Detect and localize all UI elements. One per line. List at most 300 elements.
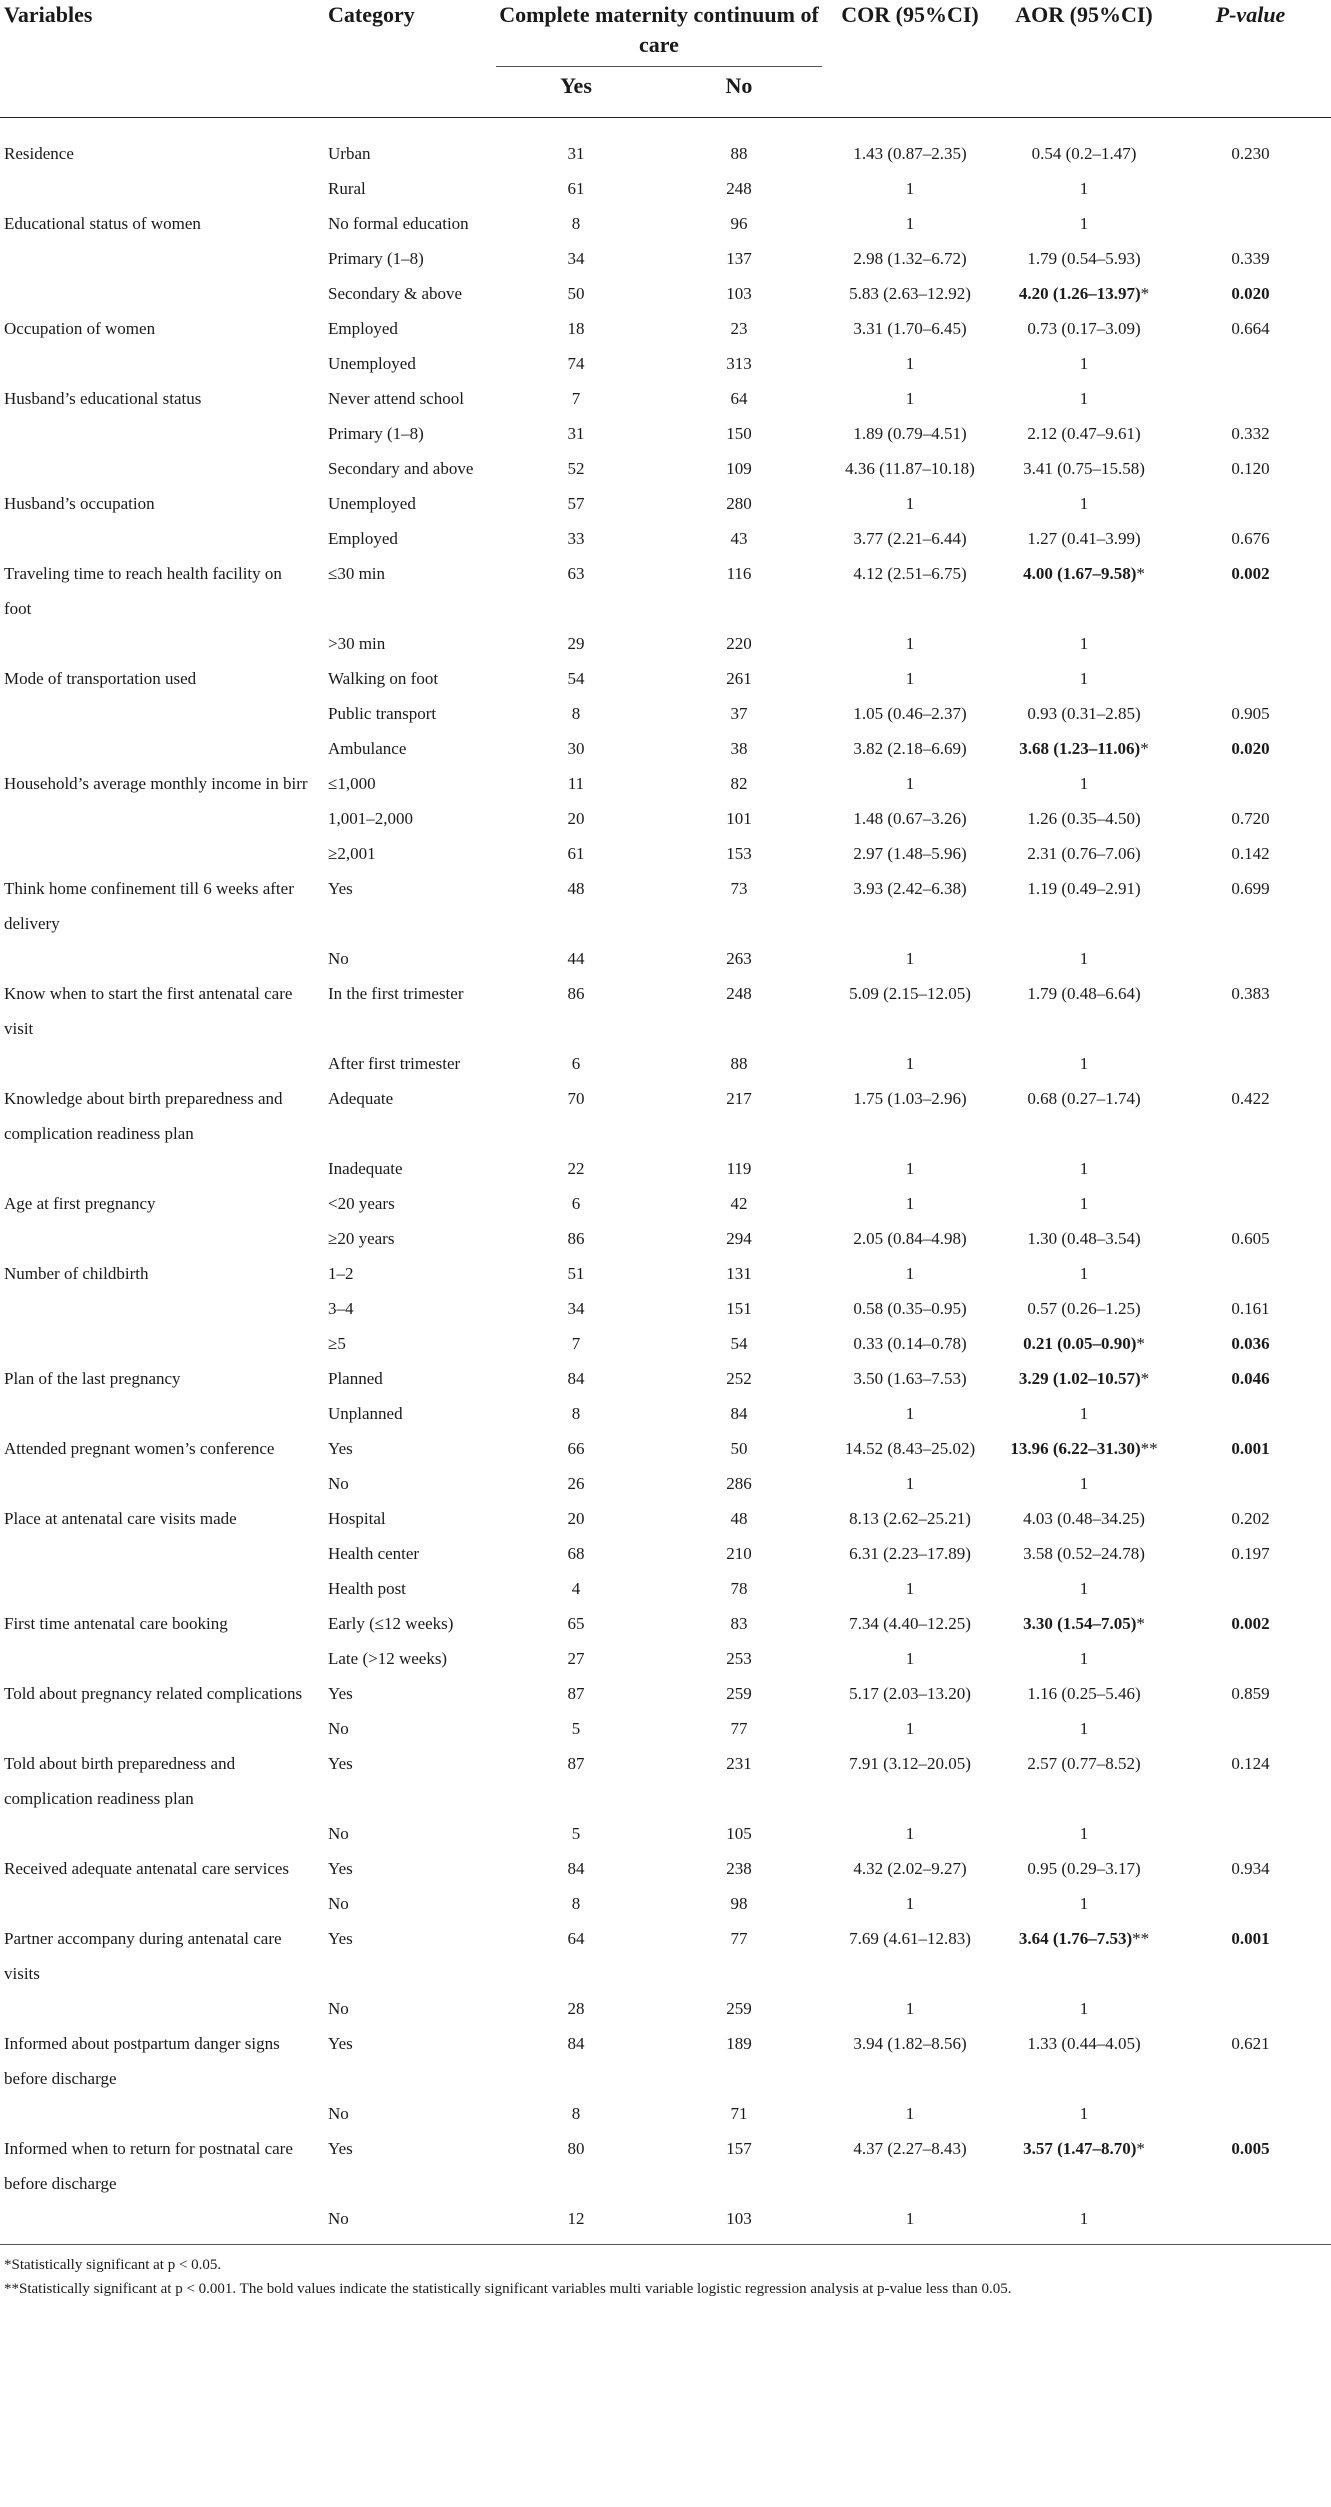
cell-cor: 14.52 (8.43–25.02): [844, 1439, 976, 1458]
cell-category: Unplanned: [328, 1404, 403, 1423]
aor-value: 13.96 (6.22–31.30): [1010, 1439, 1141, 1458]
cell-cor: 4.37 (2.27–8.43): [853, 2139, 967, 2158]
cell-pvalue: [1170, 2201, 1331, 2244]
cell-aor: [998, 941, 1170, 976]
cell-variable: Household’s average monthly income in birr: [4, 774, 308, 793]
cell-yes: 8: [571, 1404, 581, 1423]
cell-pvalue: [1170, 486, 1331, 521]
cell-yes: 80: [567, 2139, 585, 2158]
cell-pvalue: [1170, 171, 1331, 206]
cell-pvalue: [1170, 381, 1331, 416]
cell-pvalue: 0.020: [1231, 739, 1270, 758]
cell-cor: 1: [905, 214, 915, 233]
cell-yes: 34: [567, 1299, 585, 1318]
cell-pvalue: 0.002: [1231, 564, 1270, 583]
cell-variable: [0, 731, 320, 766]
table-row: [0, 451, 1331, 486]
cell-pvalue: 0.383: [1231, 984, 1270, 1003]
significance-marker: *: [1136, 2139, 1145, 2158]
table-row: [0, 381, 1331, 416]
cell-yes: 84: [567, 2034, 585, 2053]
cell-aor: [998, 801, 1170, 836]
cell-category: Early (≤12 weeks): [328, 1614, 454, 1633]
cell-no: 37: [730, 704, 748, 723]
cell-cor: 1: [905, 179, 915, 198]
cell-category: Yes: [328, 2139, 353, 2158]
cell-no: 88: [730, 144, 748, 163]
cell-aor: [998, 1606, 1170, 1641]
cell-pvalue: 0.605: [1231, 1229, 1270, 1248]
cell-cor: 1: [905, 634, 915, 653]
table-row: [0, 2026, 1331, 2096]
cell-pvalue: [1170, 941, 1331, 976]
cell-category: ≥20 years: [328, 1229, 395, 1248]
cell-pvalue: [1170, 1886, 1331, 1921]
cell-category: Health center: [328, 1544, 420, 1563]
cell-variable: [0, 1536, 320, 1571]
aor-value: 3.30 (1.54–7.05): [1023, 1614, 1137, 1633]
cell-yes: 5: [571, 1824, 581, 1843]
aor-value: 1: [1079, 1999, 1089, 2018]
aor-value: 1: [1079, 669, 1089, 688]
cell-yes: 28: [567, 1999, 585, 2018]
cell-yes: 84: [567, 1369, 585, 1388]
significance-marker: *: [1136, 1334, 1145, 1353]
table-row: [0, 521, 1331, 556]
cell-yes: 4: [571, 1579, 581, 1598]
cell-cor: 1.05 (0.46–2.37): [853, 704, 967, 723]
cell-aor: [998, 521, 1170, 556]
cell-aor: [998, 556, 1170, 626]
cell-pvalue: 0.046: [1231, 1369, 1270, 1388]
aor-value: 1: [1079, 1719, 1089, 1738]
cell-aor: [998, 1326, 1170, 1361]
cell-no: 23: [730, 319, 748, 338]
cell-category: Yes: [328, 1859, 353, 1878]
cell-yes: 44: [567, 949, 585, 968]
cell-variable: Husband’s occupation: [4, 494, 155, 513]
cell-pvalue: [1170, 1816, 1331, 1851]
header-variables: Variables: [4, 2, 93, 27]
cell-variable: [0, 171, 320, 206]
cell-variable: Plan of the last pregnancy: [4, 1369, 181, 1388]
cell-no: 119: [726, 1159, 752, 1178]
cell-no: 252: [726, 1369, 752, 1388]
cell-cor: 1: [905, 1999, 915, 2018]
cell-variable: [0, 521, 320, 556]
cell-pvalue: [1170, 1396, 1331, 1431]
cell-pvalue: 0.001: [1231, 1929, 1270, 1948]
aor-value: 2.12 (0.47–9.61): [1027, 424, 1141, 443]
cell-no: 105: [726, 1824, 752, 1843]
cell-aor: [998, 1256, 1170, 1291]
table-row: [0, 731, 1331, 766]
header-aor: AOR (95%CI): [1015, 2, 1153, 27]
cell-pvalue: 0.120: [1231, 459, 1270, 478]
cell-variable: [0, 836, 320, 871]
cell-category: 3–4: [328, 1299, 354, 1318]
table-row: [0, 1991, 1331, 2026]
aor-value: 1: [1079, 1894, 1089, 1913]
cell-cor: 1: [905, 354, 915, 373]
cell-category: ≥5: [328, 1334, 346, 1353]
cell-cor: 1: [905, 1404, 915, 1423]
cell-pvalue: 0.197: [1231, 1544, 1270, 1563]
cell-category: No: [328, 1824, 349, 1843]
cell-cor: 6.31 (2.23–17.89): [849, 1544, 971, 1563]
cell-pvalue: [1170, 1991, 1331, 2026]
cell-cor: 1: [905, 1264, 915, 1283]
cell-pvalue: [1170, 1571, 1331, 1606]
aor-value: 4.20 (1.26–13.97): [1018, 284, 1141, 303]
cell-yes: 61: [567, 844, 585, 863]
aor-value: 2.57 (0.77–8.52): [1027, 1754, 1141, 1773]
cell-cor: 2.05 (0.84–4.98): [853, 1229, 967, 1248]
table-row: [0, 1396, 1331, 1431]
table-row: [0, 2131, 1331, 2201]
table-row: [0, 1046, 1331, 1081]
table-row: [0, 2201, 1331, 2244]
table-row: [0, 486, 1331, 521]
cell-category: Yes: [328, 1929, 353, 1948]
cell-variable: [0, 801, 320, 836]
cell-no: 54: [730, 1334, 748, 1353]
cell-category: No: [328, 949, 349, 968]
cell-yes: 61: [567, 179, 585, 198]
cell-no: 64: [730, 389, 748, 408]
cell-pvalue: 0.422: [1231, 1089, 1270, 1108]
cell-no: 101: [726, 809, 752, 828]
cell-cor: 8.13 (2.62–25.21): [849, 1509, 971, 1528]
cell-no: 153: [726, 844, 752, 863]
footnote-1: *Statistically significant at p < 0.05.: [4, 2257, 222, 2273]
cell-no: 48: [730, 1509, 748, 1528]
table-row: [0, 416, 1331, 451]
aor-value: 0.21 (0.05–0.90): [1023, 1334, 1137, 1353]
cell-cor: 1: [905, 1894, 915, 1913]
aor-value: 1: [1079, 774, 1089, 793]
cell-yes: 34: [567, 249, 585, 268]
cell-yes: 8: [571, 214, 581, 233]
cell-pvalue: [1170, 1641, 1331, 1676]
cell-yes: 7: [571, 389, 581, 408]
cell-variable: Told about pregnancy related complications: [4, 1684, 303, 1703]
cell-category: Late (>12 weeks): [328, 1649, 448, 1668]
cell-yes: 87: [567, 1754, 585, 1773]
cell-aor: [998, 451, 1170, 486]
cell-yes: 54: [567, 669, 585, 688]
cell-aor: [998, 731, 1170, 766]
cell-pvalue: 0.699: [1231, 879, 1270, 898]
footnotes: [0, 2245, 1331, 2301]
aor-value: 1.33 (0.44–4.05): [1027, 2034, 1141, 2053]
cell-cor: 1.89 (0.79–4.51): [853, 424, 967, 443]
cell-cor: 1: [905, 1649, 915, 1668]
cell-no: 137: [726, 249, 752, 268]
cell-cor: 3.31 (1.70–6.45): [853, 319, 967, 338]
cell-cor: 1: [905, 1474, 915, 1493]
cell-aor: [998, 206, 1170, 241]
cell-cor: 7.34 (4.40–12.25): [849, 1614, 971, 1633]
cell-no: 109: [726, 459, 752, 478]
cell-variable: Think home confinement till 6 weeks after delivery: [4, 879, 294, 933]
cell-cor: 1: [905, 494, 915, 513]
cell-aor: [998, 311, 1170, 346]
cell-aor: [998, 1221, 1170, 1256]
cell-yes: 57: [567, 494, 585, 513]
cell-pvalue: 0.230: [1231, 144, 1270, 163]
cell-variable: [0, 1991, 320, 2026]
cell-category: ≤1,000: [328, 774, 376, 793]
table-row: [0, 976, 1331, 1046]
cell-no: 150: [726, 424, 752, 443]
table-row: [0, 1536, 1331, 1571]
aor-value: 1: [1079, 1474, 1089, 1493]
cell-aor: [998, 1816, 1170, 1851]
cell-no: 78: [730, 1579, 748, 1598]
cell-variable: [0, 276, 320, 311]
cell-yes: 20: [567, 809, 585, 828]
table-row: [0, 1501, 1331, 1536]
cell-aor: [998, 836, 1170, 871]
cell-no: 77: [730, 1719, 748, 1738]
cell-yes: 33: [567, 529, 585, 548]
table-row: [0, 1711, 1331, 1746]
cell-variable: Place at antenatal care visits made: [4, 1509, 237, 1528]
cell-cor: 1: [905, 774, 915, 793]
aor-value: 3.29 (1.02–10.57): [1018, 1369, 1141, 1388]
table-row: [0, 871, 1331, 941]
cell-category: Inadequate: [328, 1159, 403, 1178]
cell-category: Walking on foot: [328, 669, 439, 688]
cell-yes: 64: [567, 1929, 585, 1948]
cell-pvalue: 0.124: [1231, 1754, 1270, 1773]
cell-pvalue: [1170, 1466, 1331, 1501]
aor-value: 1: [1079, 1824, 1089, 1843]
cell-no: 248: [726, 984, 752, 1003]
significance-marker: *: [1136, 1614, 1145, 1633]
aor-value: 1: [1079, 1159, 1089, 1178]
cell-cor: 1: [905, 389, 915, 408]
cell-yes: 87: [567, 1684, 585, 1703]
cell-yes: 84: [567, 1859, 585, 1878]
cell-category: Urban: [328, 144, 371, 163]
cell-no: 231: [726, 1754, 752, 1773]
cell-pvalue: [1170, 661, 1331, 696]
cell-no: 96: [730, 214, 748, 233]
cell-category: Yes: [328, 2034, 353, 2053]
cell-aor: [998, 976, 1170, 1046]
cell-aor: [998, 871, 1170, 941]
table-row: [0, 1151, 1331, 1186]
cell-no: 50: [730, 1439, 748, 1458]
cell-pvalue: [1170, 766, 1331, 801]
cell-variable: [0, 1291, 320, 1326]
cell-aor: [998, 241, 1170, 276]
table-row: [0, 766, 1331, 801]
cell-pvalue: 0.664: [1231, 319, 1270, 338]
aor-value: 1: [1079, 214, 1089, 233]
cell-category: No: [328, 1474, 349, 1493]
cell-pvalue: 0.332: [1231, 424, 1270, 443]
cell-aor: [998, 1571, 1170, 1606]
table-row: [0, 1221, 1331, 1256]
cell-pvalue: 0.002: [1231, 1614, 1270, 1633]
cell-yes: 63: [567, 564, 585, 583]
cell-category: Never attend school: [328, 389, 464, 408]
cell-variable: Received adequate antenatal care services: [4, 1859, 290, 1878]
cell-variable: Traveling time to reach health facility on foot: [4, 564, 282, 618]
cell-variable: Know when to start the first antenatal care visit: [4, 984, 293, 1038]
cell-category: Health post: [328, 1579, 406, 1598]
cell-no: 313: [726, 354, 752, 373]
cell-cor: 1: [905, 1824, 915, 1843]
cell-aor: [998, 696, 1170, 731]
cell-no: 259: [726, 1999, 752, 2018]
cell-no: 217: [726, 1089, 752, 1108]
aor-value: 1.30 (0.48–3.54): [1027, 1229, 1141, 1248]
cell-category: Public transport: [328, 704, 437, 723]
cell-cor: 1: [905, 2104, 915, 2123]
aor-value: 4.03 (0.48–34.25): [1023, 1509, 1145, 1528]
cell-variable: [0, 241, 320, 276]
cell-yes: 31: [567, 424, 585, 443]
cell-aor: [998, 2131, 1170, 2201]
cell-aor: [998, 2096, 1170, 2131]
cell-aor: [998, 2026, 1170, 2096]
cell-pvalue: 0.339: [1231, 249, 1270, 268]
table-row: [0, 1746, 1331, 1816]
cell-variable: [0, 1326, 320, 1361]
cell-yes: 52: [567, 459, 585, 478]
cell-yes: 6: [571, 1194, 581, 1213]
table-row: [0, 1886, 1331, 1921]
cell-variable: [0, 1151, 320, 1186]
cell-cor: 2.97 (1.48–5.96): [853, 844, 967, 863]
cell-aor: [998, 626, 1170, 661]
cell-category: Unemployed: [328, 354, 416, 373]
cell-yes: 50: [567, 284, 585, 303]
cell-pvalue: 0.036: [1231, 1334, 1270, 1353]
table-row: [0, 1081, 1331, 1151]
cell-variable: Educational status of women: [4, 214, 201, 233]
table-row: [0, 836, 1331, 871]
cell-no: 77: [730, 1929, 748, 1948]
cell-no: 259: [726, 1684, 752, 1703]
significance-marker: *: [1140, 1369, 1150, 1388]
aor-value: 1: [1079, 2209, 1089, 2228]
cell-pvalue: 0.859: [1231, 1684, 1270, 1703]
cell-cor: 1: [905, 1579, 915, 1598]
cell-cor: 5.83 (2.63–12.92): [849, 284, 971, 303]
cell-variable: [0, 1571, 320, 1606]
cell-pvalue: 0.161: [1231, 1299, 1270, 1318]
cell-cor: 1.48 (0.67–3.26): [853, 809, 967, 828]
cell-aor: [998, 1396, 1170, 1431]
table-row: [0, 311, 1331, 346]
cell-variable: [0, 2201, 320, 2244]
cell-variable: First time antenatal care booking: [4, 1614, 228, 1633]
cell-no: 71: [730, 2104, 748, 2123]
cell-cor: 0.58 (0.35–0.95): [853, 1299, 967, 1318]
cell-aor: [998, 276, 1170, 311]
table-row: [0, 118, 1331, 172]
cell-cor: 3.94 (1.82–8.56): [853, 2034, 967, 2053]
cell-variable: Told about birth preparedness and complication readiness plan: [4, 1754, 236, 1808]
table-row: [0, 696, 1331, 731]
cell-pvalue: 0.621: [1231, 2034, 1270, 2053]
aor-value: 1: [1079, 949, 1089, 968]
table-row: [0, 1676, 1331, 1711]
cell-yes: 30: [567, 739, 585, 758]
cell-category: 1–2: [328, 1264, 354, 1283]
table-row: [0, 661, 1331, 696]
table-row: [0, 1851, 1331, 1886]
table-row: [0, 626, 1331, 661]
cell-aor: [998, 1151, 1170, 1186]
aor-value: 1: [1079, 1579, 1089, 1598]
cell-no: 82: [730, 774, 748, 793]
header-pvalue: P-value: [1215, 2, 1286, 27]
cell-cor: 5.09 (2.15–12.05): [849, 984, 971, 1003]
cell-variable: [0, 1221, 320, 1256]
cell-pvalue: [1170, 1256, 1331, 1291]
cell-aor: [998, 381, 1170, 416]
table-row: [0, 1256, 1331, 1291]
cell-cor: 1.43 (0.87–2.35): [853, 144, 967, 163]
aor-value: 0.57 (0.26–1.25): [1027, 1299, 1141, 1318]
cell-variable: [0, 1711, 320, 1746]
cell-no: 38: [730, 739, 748, 758]
cell-no: 42: [730, 1194, 748, 1213]
cell-yes: 51: [567, 1264, 585, 1283]
cell-no: 103: [726, 284, 752, 303]
footnote-2: **Statistically significant at p < 0.001. The bold values indicate the statistically significant variables multi variable logistic regression analysis at p-value less than 0.05.: [4, 2281, 1012, 2297]
aor-value: 1: [1079, 1264, 1089, 1283]
aor-value: 1: [1079, 1194, 1089, 1213]
aor-value: 1.27 (0.41–3.99): [1027, 529, 1141, 548]
cell-yes: 20: [567, 1509, 585, 1528]
cell-category: Yes: [328, 1754, 353, 1773]
cell-category: Yes: [328, 879, 353, 898]
cell-variable: Occupation of women: [4, 319, 156, 338]
cell-aor: [998, 171, 1170, 206]
table-row: [0, 206, 1331, 241]
cell-cor: 0.33 (0.14–0.78): [853, 1334, 967, 1353]
cell-pvalue: 0.720: [1231, 809, 1270, 828]
cell-aor: [998, 1676, 1170, 1711]
table-body: [0, 118, 1331, 2245]
aor-value: 0.73 (0.17–3.09): [1027, 319, 1141, 338]
cell-pvalue: [1170, 346, 1331, 381]
cell-no: 248: [726, 179, 752, 198]
table-row: [0, 2096, 1331, 2131]
table-row: [0, 276, 1331, 311]
cell-pvalue: 0.001: [1231, 1439, 1270, 1458]
aor-value: 1: [1079, 389, 1089, 408]
cell-aor: [998, 346, 1170, 381]
cell-no: 280: [726, 494, 752, 513]
cell-no: 43: [730, 529, 748, 548]
cell-no: 84: [730, 1404, 748, 1423]
cell-category: Rural: [328, 179, 366, 198]
cell-variable: [0, 2096, 320, 2131]
cell-no: 73: [730, 879, 748, 898]
cell-yes: 86: [567, 1229, 585, 1248]
cell-aor: [998, 1991, 1170, 2026]
cell-aor: [998, 1431, 1170, 1466]
cell-category: No: [328, 1999, 349, 2018]
